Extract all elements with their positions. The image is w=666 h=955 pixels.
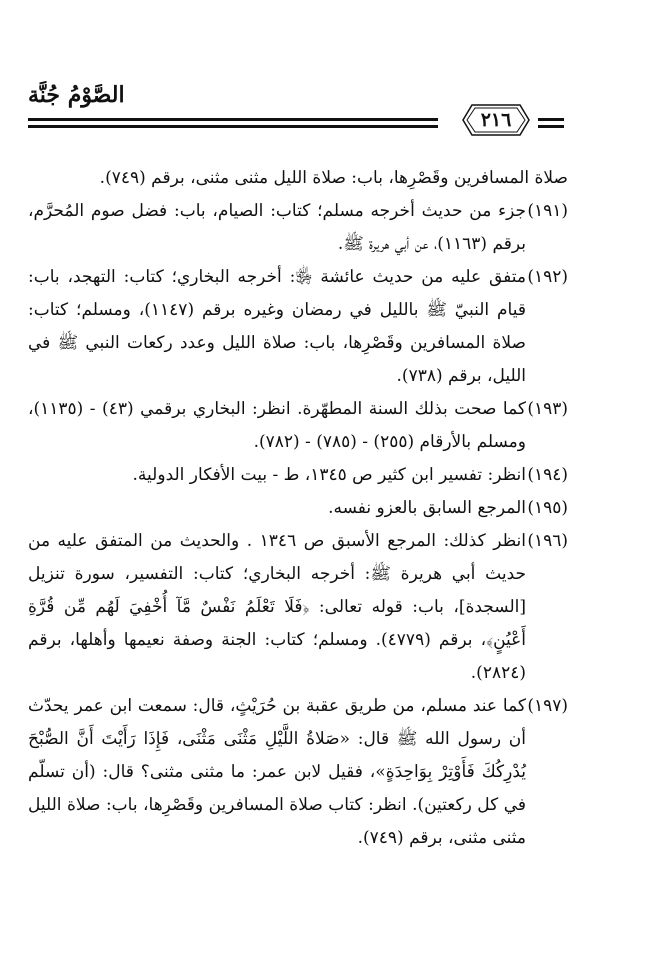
footnote-number: (١٩٥) (527, 498, 568, 518)
footnote-number: (١٩٧) (527, 696, 568, 716)
footnote-number: (١٩٣) (527, 399, 568, 419)
footnote-number: (١٩١) (527, 201, 568, 221)
footnote-item (28, 525, 568, 690)
page-number-frame (462, 104, 530, 136)
footnotes-list (28, 162, 568, 855)
header-rule-left-top (28, 118, 438, 121)
footnote-text: المرجع السابق بالعزو نفسه. (328, 498, 526, 518)
footnote-item (28, 492, 568, 525)
header-rule-right-bottom (538, 125, 564, 128)
footnote-text: كما صحت بذلك السنة المطهّرة. انظر: البخاري برقمي (٤٣) - (١١٣٥)، ومسلم بالأرقام (٢٥٥) - (٧٨٥) - (٧٨٢). (28, 399, 526, 452)
footnote-text: متفق عليه من حديث عائشة ﵂: أخرجه البخاري؛ كتاب: التهجد، باب: قيام النبيّ ﷺ بالليل في رمضان وغيره برقم (١١٤٧)، ومسلم؛ كتاب: صلاة المسافرين وقَصْرِها، باب: صلاة الليل وعدد ركعات النبي ﷺ في الليل، برقم (٧٣٨). (28, 267, 526, 386)
footnote-item (28, 261, 568, 393)
footnote-item (28, 195, 568, 261)
running-header-title: الصَّوْمُ جُنَّة (28, 82, 125, 108)
footnote-number: (١٩٢) (527, 267, 568, 287)
footnote-item (28, 690, 568, 855)
footnote-text: كما عند مسلم، من طريق عقبة بن حُرَيْثٍ، قال: سمعت ابن عمر يحدّث أن رسول الله ﷺ قال: «صَلاةُ اللَّيْلِ مَثْنَى مَثْنَى، فَإِذَا رَأَيْتَ أَنَّ الصُّبْحَ يُدْرِكُكَ فَأَوْتِرْ بِوَاحِدَةٍ»، فقيل لابن عمر: ما مثنى مثنى؟ قال: (أن تسلّم في كل ركعتين). انظر: كتاب صلاة المسافرين وقَصْرِها، باب: صلاة الليل مثنى مثنى، برقم (٧٤٩). (28, 696, 526, 848)
footnote-text: انظر كذلك: المرجع الأسبق ص ١٣٤٦ . والحديث من المتفق عليه من حديث أبي هريرة ﷺ: أخرجه البخاري؛ كتاب: التفسير، سورة تنزيل [السجدة]، باب: قوله تعالى: ﴿فَلَا تَعْلَمُ نَفْسٌ مَّآ أُخْفِيَ لَهُم مِّن قُرَّةِ أَعْيُنٍ﴾، برقم (٤٧٧٩). ومسلم؛ كتاب: الجنة وصفة نعيمها وأهلها، برقم (٢٨٢٤). (28, 531, 527, 683)
footnote-text: جزء من حديث أخرجه مسلم؛ كتاب: الصيام، باب: فضل صوم المُحرَّم، برقم (١١٦٣)، عن أبي هريرة ﷺ. (28, 201, 526, 254)
header-rule-right-top (538, 118, 564, 121)
page-number: ٢١٦ (480, 109, 512, 131)
footnote-item (28, 459, 568, 492)
footnote-text: صلاة المسافرين وقَصْرِها، باب: صلاة الليل مثنى مثنى، برقم (٧٤٩). (99, 168, 568, 188)
footnote-text: انظر: تفسير ابن كثير ص ١٣٤٥، ط - بيت الأفكار الدولية. (132, 465, 526, 485)
footnote-number: (١٩٤) (527, 465, 568, 485)
footnote-item (28, 393, 568, 459)
footnote-number: (١٩٦) (527, 531, 568, 551)
footnote-continuation (28, 162, 568, 195)
header-rule-left-bottom (28, 125, 438, 128)
